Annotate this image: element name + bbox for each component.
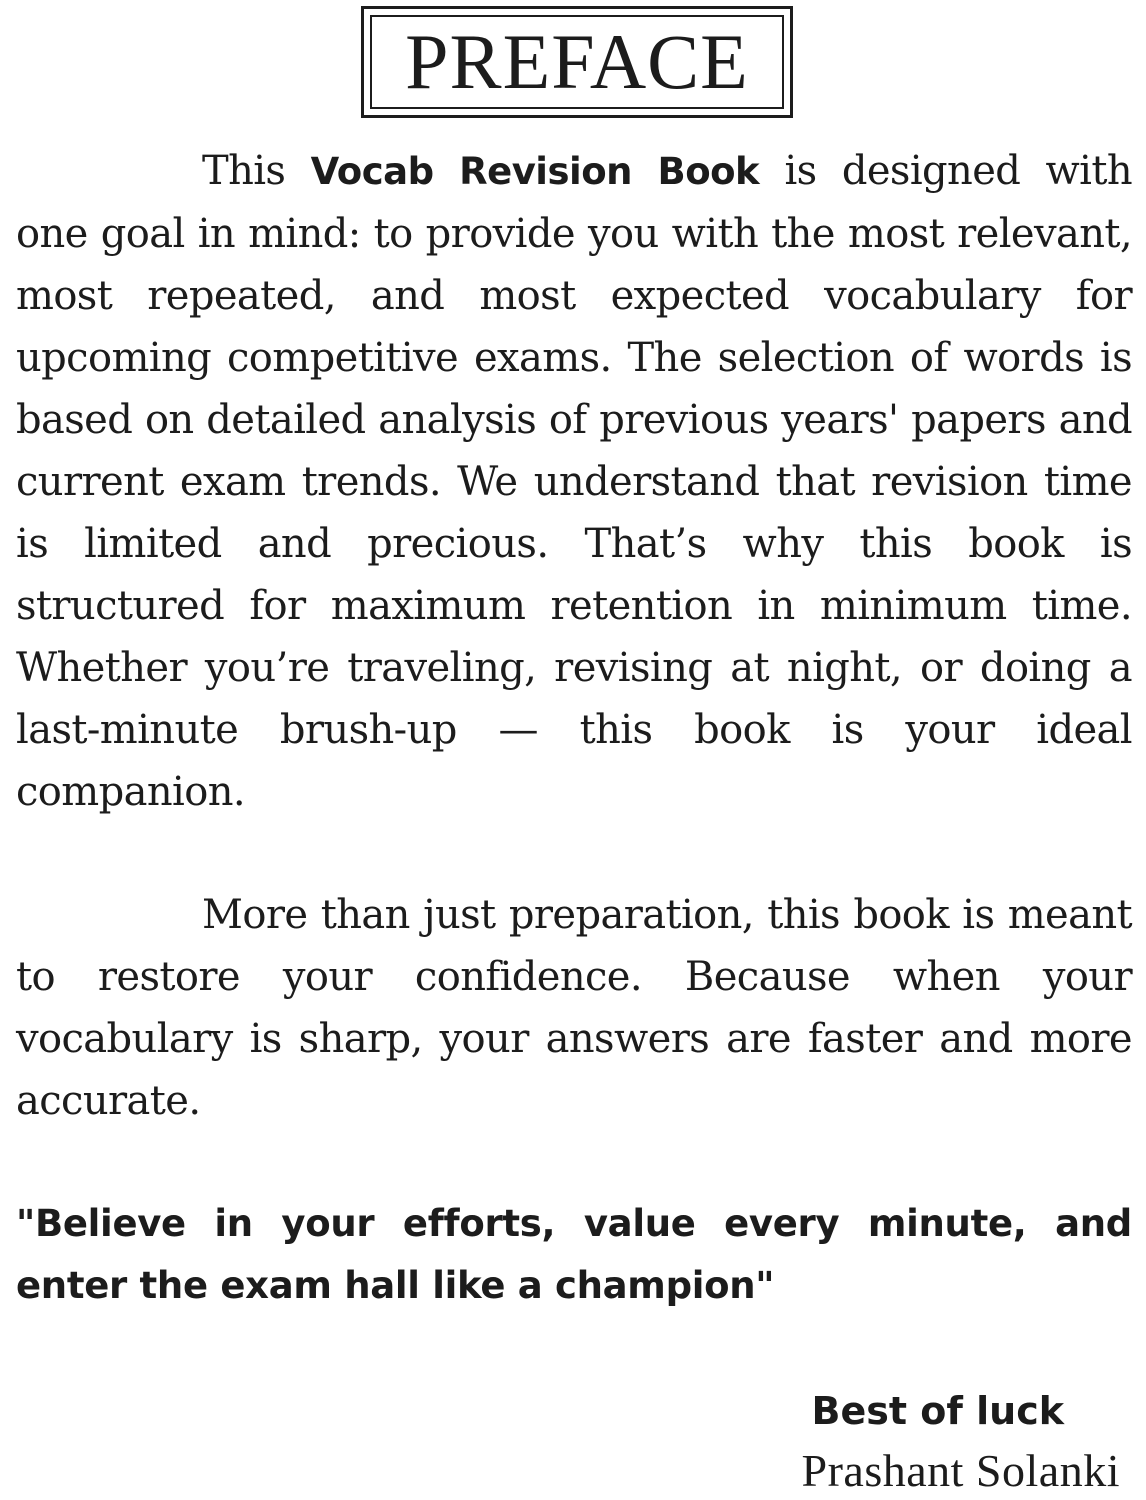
title-inner-frame	[370, 15, 784, 109]
paragraph-confidence	[16, 884, 1132, 1132]
book-name: Vocab Revision Book	[310, 150, 760, 193]
intro-body-text: is designed with one goal in mind: to provide you with the most relevant, most repeated, and most expected vocabulary for upcoming competitive exams. The selection of words is based on detailed analysis of previous years' papers and current exam trends. We understand that revision time is limited and precious. That’s why this book is structured for maximum retention in minimum time. Whether you’re traveling, revising at night, or doing a last-minute brush-up — this book is your ideal companion.	[16, 148, 1133, 815]
intro-lead-text: This	[202, 148, 286, 194]
motivational-quote: "Believe in your efforts, value every minute, and enter the exam hall like a champion"	[16, 1202, 1132, 1307]
page-title: PREFACE	[405, 18, 749, 105]
title-frame	[361, 6, 793, 118]
paragraph-intro	[16, 140, 1132, 823]
signoff-wish: Best of luck	[811, 1389, 1064, 1433]
confidence-text: More than just preparation, this book is meant to restore your confidence. Because when your vocabulary is sharp, your answers are faster and more accurate.	[16, 892, 1132, 1124]
author-name: Prashant Solanki	[801, 1445, 1120, 1496]
